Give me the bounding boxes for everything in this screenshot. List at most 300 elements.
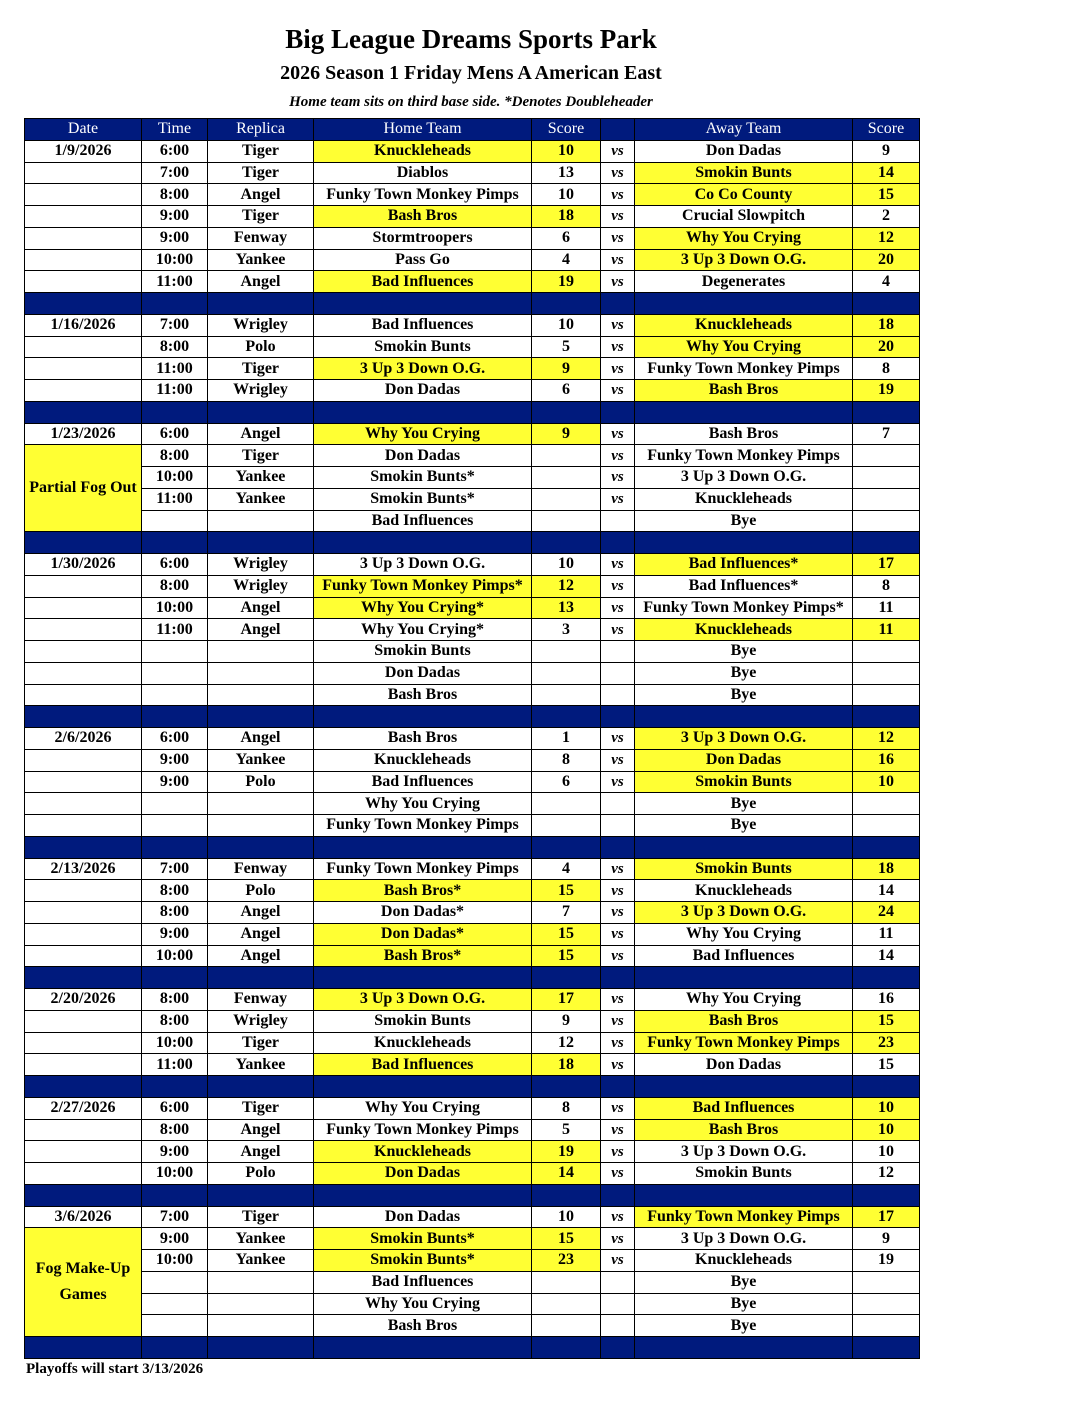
replica-cell xyxy=(208,1293,314,1315)
home-team-cell: Why You Crying* xyxy=(314,597,532,619)
away-score-cell xyxy=(853,488,920,510)
vs-cell: vs xyxy=(601,1163,635,1185)
time-cell: 6:00 xyxy=(142,140,208,162)
home-score-cell: 23 xyxy=(532,1250,601,1272)
schedule-note: Home team sits on third base side. *Denotes Doubleheader xyxy=(289,94,653,110)
vs-cell: vs xyxy=(601,575,635,597)
home-team-cell: Funky Town Monkey Pimps xyxy=(314,184,532,206)
time-cell: 7:00 xyxy=(142,858,208,880)
away-score-cell: 2 xyxy=(853,206,920,228)
replica-cell: Polo xyxy=(208,880,314,902)
header-home-team: Home Team xyxy=(314,119,532,141)
game-row xyxy=(25,140,920,162)
game-row xyxy=(25,771,920,793)
vs-cell xyxy=(601,641,635,663)
home-score-cell: 5 xyxy=(532,336,601,358)
away-score-cell xyxy=(853,684,920,706)
date-cell xyxy=(25,923,142,945)
vs-cell: vs xyxy=(601,749,635,771)
home-score-cell: 9 xyxy=(532,1010,601,1032)
vs-cell: vs xyxy=(601,488,635,510)
home-team-cell: Bash Bros* xyxy=(314,880,532,902)
time-cell: 9:00 xyxy=(142,1141,208,1163)
time-cell: 10:00 xyxy=(142,1163,208,1185)
away-team-cell: Don Dadas xyxy=(635,140,853,162)
away-team-cell: Bash Bros xyxy=(635,1119,853,1141)
time-cell: 8:00 xyxy=(142,575,208,597)
away-team-cell: Why You Crying xyxy=(635,923,853,945)
away-team-cell: 3 Up 3 Down O.G. xyxy=(635,902,853,924)
separator-cell xyxy=(142,836,208,858)
game-row xyxy=(25,597,920,619)
separator-cell xyxy=(601,293,635,315)
date-cell xyxy=(25,249,142,271)
away-score-cell: 14 xyxy=(853,945,920,967)
away-score-cell xyxy=(853,510,920,532)
separator-cell xyxy=(853,1337,920,1359)
away-team-cell: 3 Up 3 Down O.G. xyxy=(635,249,853,271)
vs-cell: vs xyxy=(601,1250,635,1272)
away-score-cell: 20 xyxy=(853,336,920,358)
vs-cell: vs xyxy=(601,597,635,619)
separator-cell xyxy=(314,1184,532,1206)
vs-cell: vs xyxy=(601,1097,635,1119)
vs-cell: vs xyxy=(601,1206,635,1228)
separator-cell xyxy=(635,1184,853,1206)
home-score-cell: 3 xyxy=(532,619,601,641)
separator-cell xyxy=(853,1184,920,1206)
away-score-cell: 10 xyxy=(853,1119,920,1141)
home-score-cell: 5 xyxy=(532,1119,601,1141)
time-cell: 10:00 xyxy=(142,1250,208,1272)
away-score-cell xyxy=(853,445,920,467)
time-cell xyxy=(142,793,208,815)
away-team-cell: Funky Town Monkey Pimps xyxy=(635,1032,853,1054)
vs-cell: vs xyxy=(601,1032,635,1054)
playoffs-note: Playoffs will start 3/13/2026 xyxy=(26,1361,204,1377)
date-cell xyxy=(25,336,142,358)
away-score-cell: 17 xyxy=(853,1206,920,1228)
vs-cell: vs xyxy=(601,989,635,1011)
replica-cell xyxy=(208,1315,314,1337)
vs-cell: vs xyxy=(601,1119,635,1141)
replica-cell: Wrigley xyxy=(208,554,314,576)
away-team-cell: Degenerates xyxy=(635,271,853,293)
away-team-cell: Smokin Bunts xyxy=(635,858,853,880)
home-score-cell xyxy=(532,641,601,663)
vs-cell xyxy=(601,662,635,684)
week-separator xyxy=(25,401,920,423)
time-cell xyxy=(142,815,208,837)
home-team-cell: Don Dadas xyxy=(314,1206,532,1228)
separator-cell xyxy=(532,293,601,315)
game-row xyxy=(25,923,920,945)
separator-cell xyxy=(532,1337,601,1359)
away-score-cell: 11 xyxy=(853,597,920,619)
away-team-cell: Bye xyxy=(635,1315,853,1337)
time-cell: 7:00 xyxy=(142,1206,208,1228)
vs-cell: vs xyxy=(601,206,635,228)
vs-cell: vs xyxy=(601,728,635,750)
replica-cell xyxy=(208,641,314,663)
date-cell xyxy=(25,597,142,619)
replica-cell: Fenway xyxy=(208,858,314,880)
separator-cell xyxy=(142,532,208,554)
away-score-cell: 9 xyxy=(853,1228,920,1250)
separator-cell xyxy=(601,1184,635,1206)
away-team-cell: Bad Influences* xyxy=(635,575,853,597)
separator-cell xyxy=(601,967,635,989)
home-team-cell: Diablos xyxy=(314,162,532,184)
away-team-cell: Knuckleheads xyxy=(635,1250,853,1272)
replica-cell: Angel xyxy=(208,923,314,945)
home-score-cell: 8 xyxy=(532,749,601,771)
away-team-cell: Bad Influences xyxy=(635,945,853,967)
date-cell xyxy=(25,358,142,380)
game-row xyxy=(25,575,920,597)
away-score-cell: 18 xyxy=(853,314,920,336)
game-row xyxy=(25,510,920,532)
home-team-cell: Don Dadas xyxy=(314,662,532,684)
replica-cell xyxy=(208,793,314,815)
separator-cell xyxy=(25,293,142,315)
separator-cell xyxy=(208,532,314,554)
game-row xyxy=(25,1032,920,1054)
home-score-cell xyxy=(532,467,601,489)
replica-cell: Polo xyxy=(208,336,314,358)
game-row xyxy=(25,423,920,445)
header-vs xyxy=(601,119,635,141)
replica-cell: Tiger xyxy=(208,1032,314,1054)
home-team-cell: Knuckleheads xyxy=(314,1032,532,1054)
game-row xyxy=(25,467,920,489)
time-cell xyxy=(142,684,208,706)
away-score-cell: 15 xyxy=(853,1054,920,1076)
time-cell: 8:00 xyxy=(142,184,208,206)
time-cell: 10:00 xyxy=(142,597,208,619)
away-team-cell: Why You Crying xyxy=(635,336,853,358)
separator-cell xyxy=(208,967,314,989)
replica-cell: Angel xyxy=(208,271,314,293)
vs-cell xyxy=(601,815,635,837)
home-team-cell: Knuckleheads xyxy=(314,749,532,771)
away-team-cell: Smokin Bunts xyxy=(635,1163,853,1185)
schedule-body xyxy=(25,140,920,1358)
week-separator xyxy=(25,293,920,315)
game-row xyxy=(25,206,920,228)
game-row xyxy=(25,1250,920,1272)
header-home-score: Score xyxy=(532,119,601,141)
week-separator xyxy=(25,836,920,858)
away-team-cell: Knuckleheads xyxy=(635,619,853,641)
replica-cell: Tiger xyxy=(208,358,314,380)
replica-cell: Polo xyxy=(208,1163,314,1185)
date-cell xyxy=(25,1054,142,1076)
separator-cell xyxy=(853,706,920,728)
away-score-cell xyxy=(853,467,920,489)
home-team-cell: Bad Influences xyxy=(314,510,532,532)
time-cell: 11:00 xyxy=(142,1054,208,1076)
game-row xyxy=(25,1206,920,1228)
away-team-cell: Crucial Slowpitch xyxy=(635,206,853,228)
time-cell: 11:00 xyxy=(142,488,208,510)
game-row xyxy=(25,815,920,837)
away-team-cell: Bash Bros xyxy=(635,1010,853,1032)
replica-cell: Angel xyxy=(208,902,314,924)
game-row xyxy=(25,488,920,510)
home-team-cell: Funky Town Monkey Pimps* xyxy=(314,575,532,597)
home-team-cell: Smokin Bunts xyxy=(314,1010,532,1032)
date-cell xyxy=(25,1010,142,1032)
separator-cell xyxy=(635,401,853,423)
separator-cell xyxy=(532,706,601,728)
game-row xyxy=(25,227,920,249)
away-team-cell: 3 Up 3 Down O.G. xyxy=(635,1228,853,1250)
separator-cell xyxy=(853,836,920,858)
replica-cell: Wrigley xyxy=(208,1010,314,1032)
home-score-cell: 4 xyxy=(532,249,601,271)
separator-cell xyxy=(601,1337,635,1359)
week-separator xyxy=(25,1184,920,1206)
game-row xyxy=(25,1119,920,1141)
replica-cell: Tiger xyxy=(208,445,314,467)
home-score-cell xyxy=(532,1315,601,1337)
time-cell xyxy=(142,1271,208,1293)
vs-cell: vs xyxy=(601,467,635,489)
away-team-cell: Smokin Bunts xyxy=(635,771,853,793)
away-team-cell: 3 Up 3 Down O.G. xyxy=(635,467,853,489)
away-score-cell: 14 xyxy=(853,162,920,184)
home-team-cell: Smokin Bunts* xyxy=(314,467,532,489)
away-score-cell: 20 xyxy=(853,249,920,271)
home-score-cell: 15 xyxy=(532,945,601,967)
game-row xyxy=(25,314,920,336)
time-cell: 8:00 xyxy=(142,445,208,467)
home-team-cell: Don Dadas* xyxy=(314,923,532,945)
time-cell: 6:00 xyxy=(142,1097,208,1119)
home-team-cell: Bash Bros xyxy=(314,206,532,228)
away-score-cell xyxy=(853,1271,920,1293)
time-cell: 11:00 xyxy=(142,380,208,402)
home-score-cell: 4 xyxy=(532,858,601,880)
vs-cell xyxy=(601,1271,635,1293)
date-cell xyxy=(25,206,142,228)
vs-cell: vs xyxy=(601,314,635,336)
away-team-cell: Funky Town Monkey Pimps* xyxy=(635,597,853,619)
separator-cell xyxy=(25,1184,142,1206)
date-cell: 3/6/2026 xyxy=(25,1206,142,1228)
away-score-cell xyxy=(853,793,920,815)
game-row xyxy=(25,1228,920,1250)
home-score-cell: 9 xyxy=(532,423,601,445)
home-score-cell xyxy=(532,684,601,706)
away-team-cell: Bye xyxy=(635,793,853,815)
separator-cell xyxy=(25,1076,142,1098)
game-row xyxy=(25,1010,920,1032)
time-cell: 7:00 xyxy=(142,314,208,336)
separator-cell xyxy=(532,532,601,554)
home-score-cell xyxy=(532,510,601,532)
separator-cell xyxy=(314,1076,532,1098)
replica-cell: Yankee xyxy=(208,249,314,271)
separator-cell xyxy=(142,967,208,989)
game-row xyxy=(25,1097,920,1119)
time-cell: 8:00 xyxy=(142,336,208,358)
vs-cell: vs xyxy=(601,1010,635,1032)
away-score-cell: 12 xyxy=(853,1163,920,1185)
week-separator xyxy=(25,1076,920,1098)
time-cell: 9:00 xyxy=(142,227,208,249)
home-team-cell: Knuckleheads xyxy=(314,140,532,162)
header-time: Time xyxy=(142,119,208,141)
away-score-cell: 16 xyxy=(853,989,920,1011)
vs-cell: vs xyxy=(601,423,635,445)
replica-cell: Tiger xyxy=(208,206,314,228)
separator-cell xyxy=(532,967,601,989)
time-cell: 11:00 xyxy=(142,271,208,293)
date-cell xyxy=(25,793,142,815)
week-note: Partial Fog Out xyxy=(25,445,142,532)
time-cell: 10:00 xyxy=(142,249,208,271)
date-cell xyxy=(25,1141,142,1163)
away-team-cell: Don Dadas xyxy=(635,749,853,771)
vs-cell: vs xyxy=(601,554,635,576)
replica-cell xyxy=(208,510,314,532)
time-cell: 9:00 xyxy=(142,1228,208,1250)
replica-cell: Yankee xyxy=(208,749,314,771)
game-row xyxy=(25,1293,920,1315)
vs-cell: vs xyxy=(601,358,635,380)
separator-cell xyxy=(142,1337,208,1359)
home-team-cell: Bash Bros xyxy=(314,728,532,750)
separator-cell xyxy=(853,401,920,423)
home-team-cell: 3 Up 3 Down O.G. xyxy=(314,358,532,380)
game-row xyxy=(25,1163,920,1185)
away-score-cell: 19 xyxy=(853,1250,920,1272)
separator-cell xyxy=(853,967,920,989)
game-row xyxy=(25,271,920,293)
separator-cell xyxy=(208,401,314,423)
home-score-cell: 7 xyxy=(532,902,601,924)
replica-cell: Tiger xyxy=(208,140,314,162)
schedule-table xyxy=(24,118,920,1359)
separator-cell xyxy=(314,293,532,315)
home-score-cell: 15 xyxy=(532,1228,601,1250)
home-team-cell: Bash Bros xyxy=(314,684,532,706)
separator-cell xyxy=(314,706,532,728)
separator-cell xyxy=(25,1337,142,1359)
home-score-cell: 8 xyxy=(532,1097,601,1119)
away-team-cell: Bash Bros xyxy=(635,380,853,402)
home-score-cell: 9 xyxy=(532,358,601,380)
separator-cell xyxy=(853,532,920,554)
game-row xyxy=(25,945,920,967)
home-score-cell: 10 xyxy=(532,184,601,206)
game-row xyxy=(25,902,920,924)
replica-cell xyxy=(208,662,314,684)
time-cell: 8:00 xyxy=(142,1119,208,1141)
date-cell xyxy=(25,662,142,684)
home-team-cell: Funky Town Monkey Pimps xyxy=(314,1119,532,1141)
time-cell: 8:00 xyxy=(142,1010,208,1032)
separator-cell xyxy=(635,1076,853,1098)
game-row xyxy=(25,1271,920,1293)
away-score-cell: 16 xyxy=(853,749,920,771)
date-cell: 1/9/2026 xyxy=(25,140,142,162)
home-team-cell: 3 Up 3 Down O.G. xyxy=(314,989,532,1011)
date-cell: 2/27/2026 xyxy=(25,1097,142,1119)
separator-cell xyxy=(142,401,208,423)
away-team-cell: Smokin Bunts xyxy=(635,162,853,184)
date-cell xyxy=(25,1163,142,1185)
game-row xyxy=(25,749,920,771)
separator-cell xyxy=(25,706,142,728)
home-score-cell xyxy=(532,793,601,815)
away-score-cell: 11 xyxy=(853,923,920,945)
separator-cell xyxy=(208,1184,314,1206)
date-cell: 2/13/2026 xyxy=(25,858,142,880)
time-cell: 11:00 xyxy=(142,358,208,380)
replica-cell: Fenway xyxy=(208,989,314,1011)
away-score-cell xyxy=(853,815,920,837)
game-row xyxy=(25,380,920,402)
date-cell xyxy=(25,749,142,771)
home-team-cell: Bad Influences xyxy=(314,1054,532,1076)
replica-cell: Tiger xyxy=(208,1097,314,1119)
away-team-cell: Bye xyxy=(635,1271,853,1293)
separator-cell xyxy=(25,967,142,989)
away-score-cell xyxy=(853,1315,920,1337)
game-row xyxy=(25,880,920,902)
separator-cell xyxy=(532,1184,601,1206)
away-score-cell: 10 xyxy=(853,1097,920,1119)
replica-cell: Angel xyxy=(208,184,314,206)
away-team-cell: 3 Up 3 Down O.G. xyxy=(635,1141,853,1163)
game-row xyxy=(25,1054,920,1076)
date-cell: 1/30/2026 xyxy=(25,554,142,576)
replica-cell: Tiger xyxy=(208,1206,314,1228)
game-row xyxy=(25,1315,920,1337)
separator-cell xyxy=(635,293,853,315)
separator-cell xyxy=(601,532,635,554)
game-row xyxy=(25,358,920,380)
replica-cell: Fenway xyxy=(208,227,314,249)
separator-cell xyxy=(601,836,635,858)
replica-cell: Angel xyxy=(208,945,314,967)
home-team-cell: Bad Influences xyxy=(314,771,532,793)
separator-cell xyxy=(635,706,853,728)
home-score-cell xyxy=(532,662,601,684)
home-score-cell: 6 xyxy=(532,771,601,793)
time-cell: 8:00 xyxy=(142,902,208,924)
replica-cell: Wrigley xyxy=(208,314,314,336)
date-cell: 2/6/2026 xyxy=(25,728,142,750)
week-separator xyxy=(25,706,920,728)
separator-cell xyxy=(532,401,601,423)
home-team-cell: Bash Bros* xyxy=(314,945,532,967)
game-row xyxy=(25,989,920,1011)
home-score-cell: 12 xyxy=(532,1032,601,1054)
replica-cell: Angel xyxy=(208,1119,314,1141)
game-row xyxy=(25,1141,920,1163)
replica-cell xyxy=(208,1271,314,1293)
game-row xyxy=(25,249,920,271)
time-cell xyxy=(142,662,208,684)
game-row xyxy=(25,793,920,815)
date-cell: 1/23/2026 xyxy=(25,423,142,445)
vs-cell: vs xyxy=(601,380,635,402)
vs-cell xyxy=(601,684,635,706)
